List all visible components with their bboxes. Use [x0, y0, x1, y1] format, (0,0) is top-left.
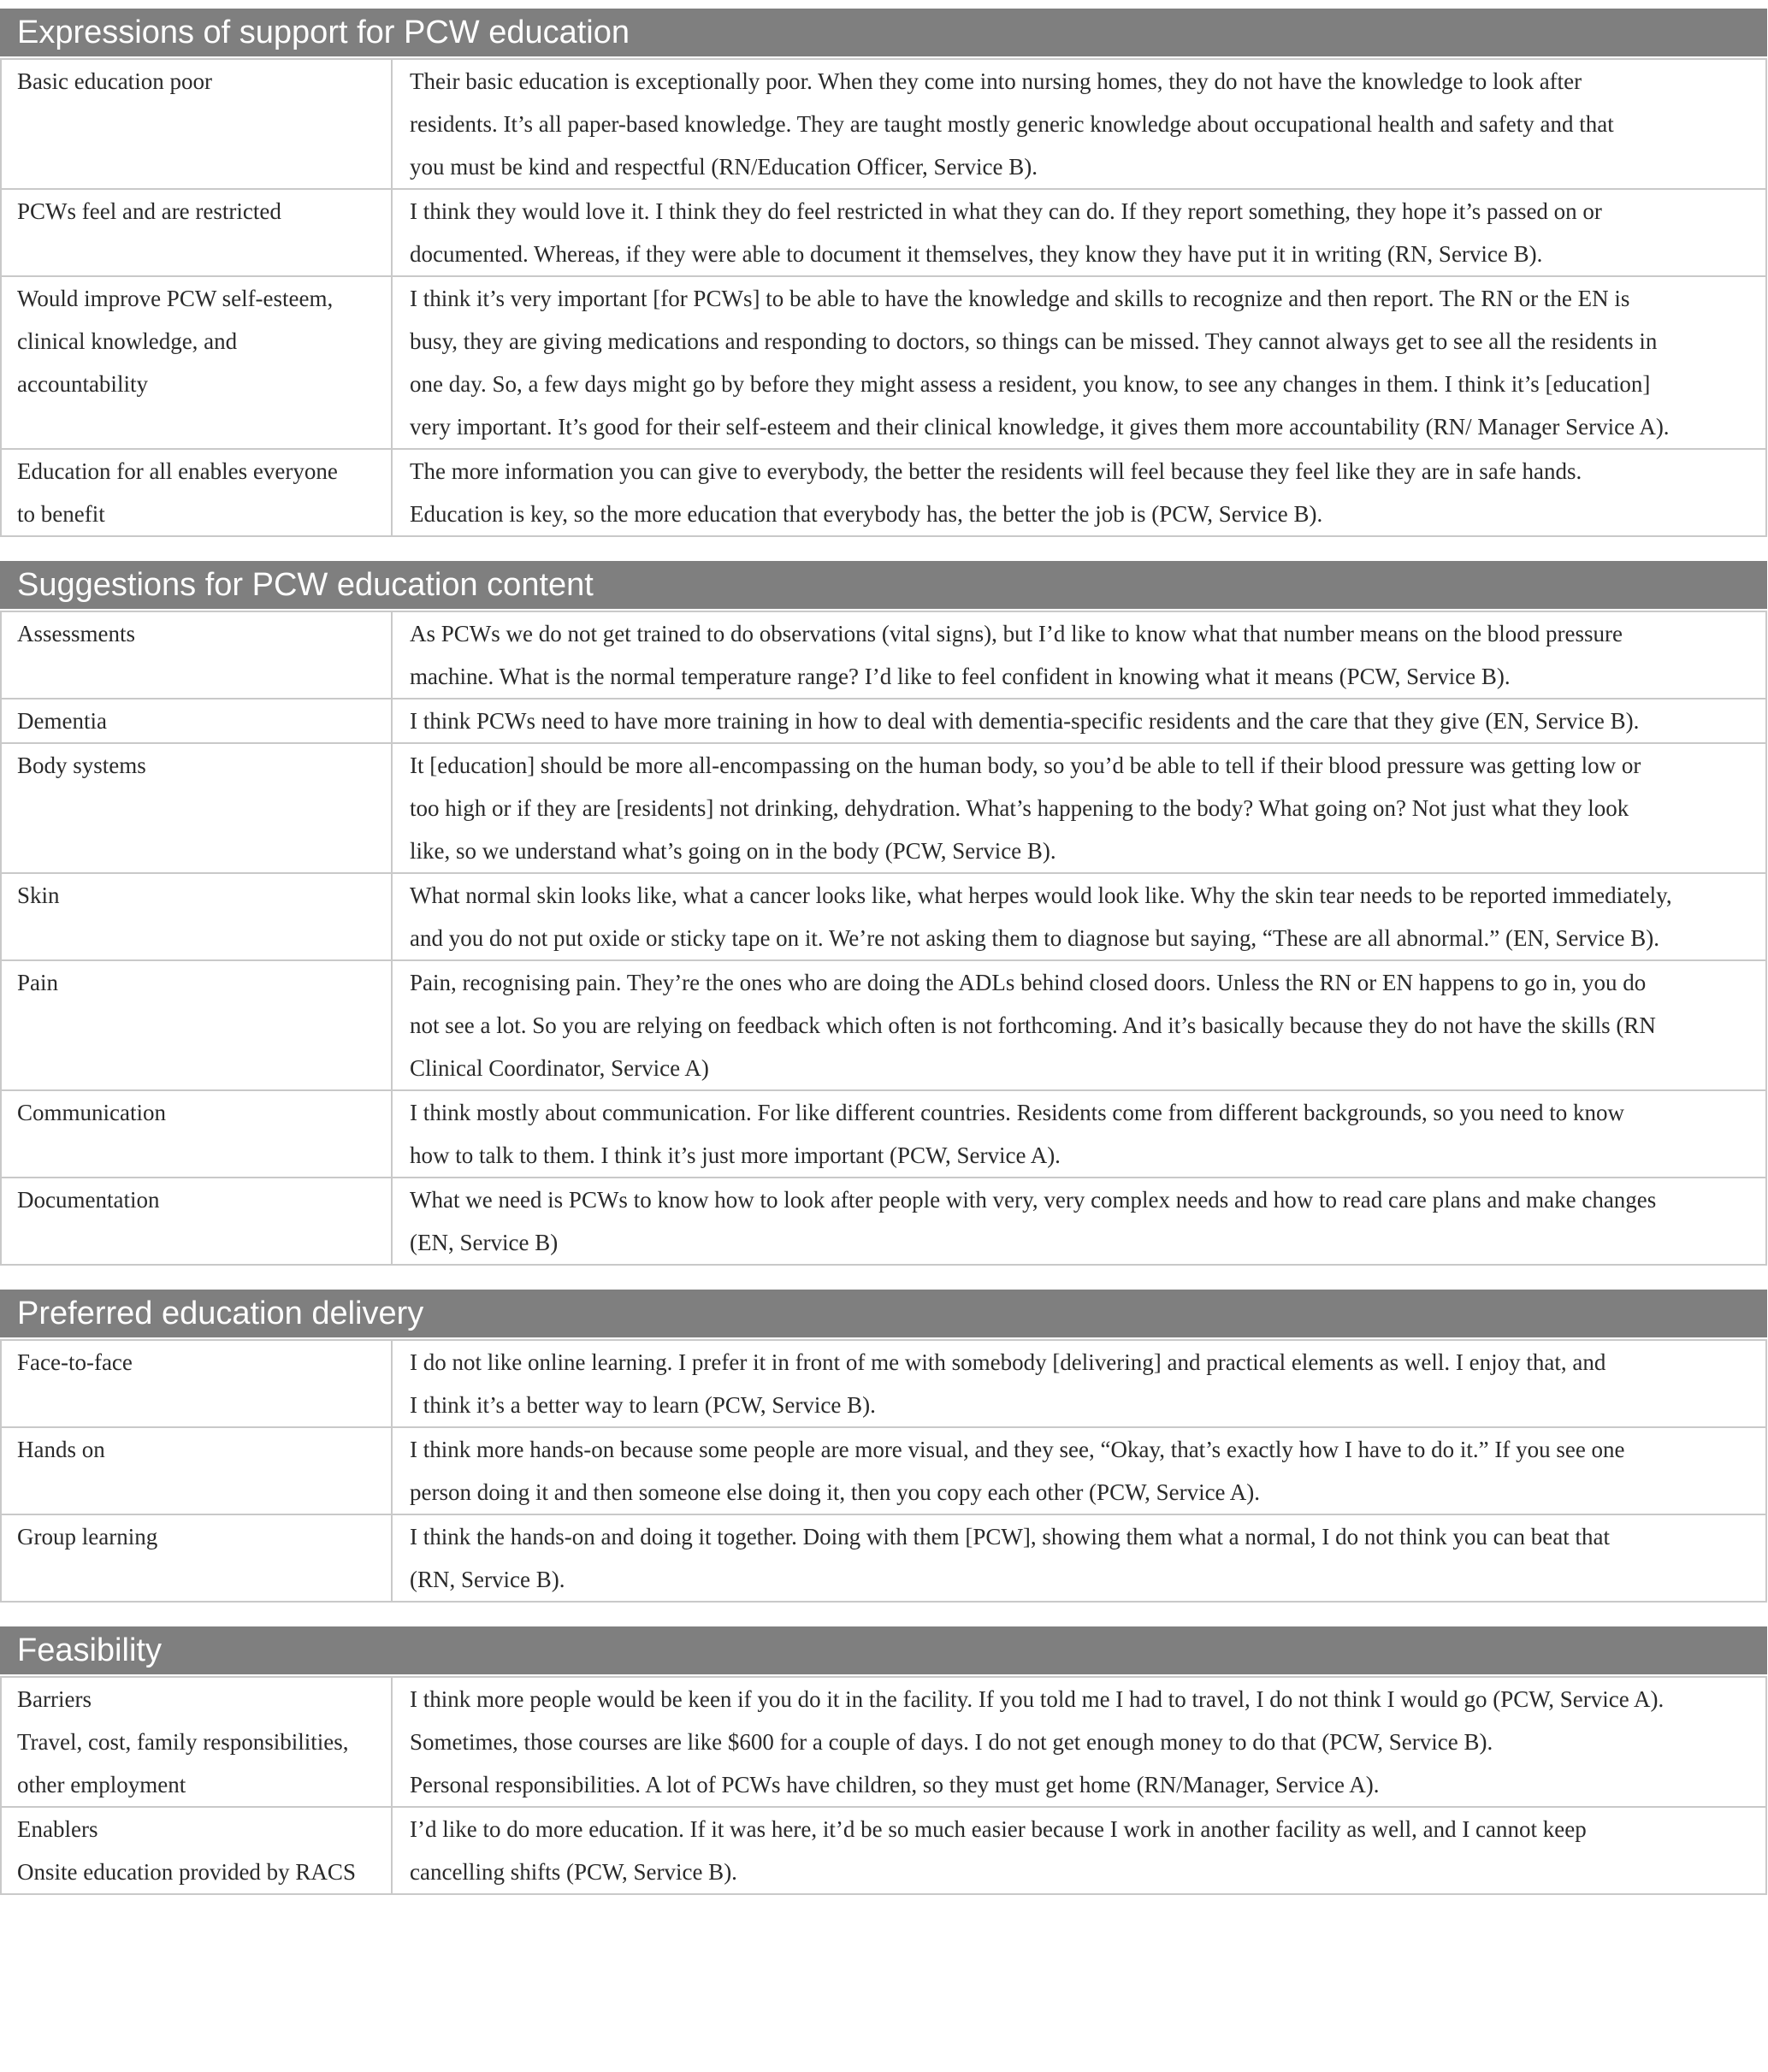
table-row — [1, 873, 1766, 960]
quote-text: I’d like to do more education. If it was here, it’d be so much easier because I work in another facility as well, and I cannot keep — [410, 1816, 1587, 1842]
theme-text: Skin — [17, 883, 60, 908]
theme-text: Face-to-face — [17, 1349, 133, 1375]
quote-text: I think mostly about communication. For like different countries. Residents come from different backgrounds, so you need to know — [410, 1100, 1624, 1125]
theme-text: Hands on — [17, 1437, 105, 1462]
section-table — [0, 611, 1767, 1266]
theme-cell — [1, 960, 392, 1090]
table-row — [1, 1090, 1766, 1178]
theme-text: to benefit — [17, 501, 105, 527]
table-row — [1, 1178, 1766, 1265]
theme-text: Group learning — [17, 1524, 158, 1550]
quote-text: machine. What is the normal temperature range? I’d like to feel confident in knowing what it means (PCW, Service B). — [410, 664, 1511, 689]
table-row — [1, 59, 1766, 189]
quote-text: how to talk to them. I think it’s just more important (PCW, Service A). — [410, 1142, 1061, 1168]
quote-text: I do not like online learning. I prefer it in front of me with somebody [delivering] and practical elements as well. I enjoy that, and — [410, 1349, 1606, 1375]
quote-text: I think PCWs need to have more training in how to deal with dementia-specific residents and the care that they give (EN, Service B). — [410, 708, 1640, 734]
theme-text: Pain — [17, 970, 59, 995]
theme-text: Education for all enables everyone — [17, 458, 338, 484]
theme-cell — [1, 1340, 392, 1427]
table-row — [1, 699, 1766, 743]
quote-text: residents. It’s all paper-based knowledge. They are taught mostly generic knowledge about occupational health and safety and that — [410, 111, 1614, 137]
quote-text: I think more people would be keen if you do it in the facility. If you told me I had to travel, I do not think I would go (PCW, Service A). — [410, 1686, 1665, 1712]
theme-text: Onsite education provided by RACS — [17, 1859, 356, 1885]
table-row — [1, 276, 1766, 449]
section-header: Expressions of support for PCW education — [0, 9, 1767, 56]
quote-cell — [392, 1807, 1766, 1894]
table-row — [1, 1807, 1766, 1894]
theme-cell — [1, 1807, 392, 1894]
quote-text: Pain, recognising pain. They’re the ones who are doing the ADLs behind closed doors. Unless the RN or EN happens to go in, you do — [410, 970, 1647, 995]
quote-text: cancelling shifts (PCW, Service B). — [410, 1859, 737, 1885]
theme-text: Enablers — [17, 1816, 98, 1842]
quote-text: The more information you can give to everybody, the better the residents will feel because they feel like they are in safe hands. — [410, 458, 1582, 484]
theme-text: Dementia — [17, 708, 107, 734]
quote-text: Clinical Coordinator, Service A) — [410, 1055, 709, 1081]
theme-cell — [1, 743, 392, 873]
quote-text: What we need is PCWs to know how to look after people with very, very complex needs and how to read care plans and make changes — [410, 1187, 1657, 1213]
quote-cell — [392, 1178, 1766, 1265]
theme-cell — [1, 1514, 392, 1602]
quote-cell — [392, 1427, 1766, 1514]
quote-cell — [392, 59, 1766, 189]
theme-text: Body systems — [17, 753, 146, 778]
theme-cell — [1, 1090, 392, 1178]
quote-cell — [392, 960, 1766, 1090]
table-row — [1, 449, 1766, 536]
quote-cell — [392, 873, 1766, 960]
quote-text: (RN, Service B). — [410, 1567, 565, 1592]
theme-cell — [1, 611, 392, 699]
theme-text: Travel, cost, family responsibilities, — [17, 1729, 349, 1755]
theme-cell — [1, 873, 392, 960]
table-row — [1, 1427, 1766, 1514]
theme-cell — [1, 59, 392, 189]
table-row — [1, 611, 1766, 699]
quote-cell — [392, 1340, 1766, 1427]
section-content-suggestions — [0, 561, 1767, 1266]
table-row — [1, 1677, 1766, 1807]
quote-text: It [education] should be more all-encompassing on the human body, so you’d be able to tell if their blood pressure was getting low or — [410, 753, 1641, 778]
quote-text: you must be kind and respectful (RN/Education Officer, Service B). — [410, 154, 1038, 180]
quote-cell — [392, 1514, 1766, 1602]
quote-cell — [392, 699, 1766, 743]
quote-text: I think more hands-on because some people are more visual, and they see, “Okay, that’s exactly how I have to do it.” If you see one — [410, 1437, 1625, 1462]
theme-text: Basic education poor — [17, 68, 212, 94]
table-row — [1, 960, 1766, 1090]
section-gap — [0, 1603, 1768, 1626]
quote-text: (EN, Service B) — [410, 1230, 559, 1255]
quote-text: documented. Whereas, if they were able to document it themselves, they know they have put it in writing (RN, Service B). — [410, 241, 1543, 267]
theme-cell — [1, 1677, 392, 1807]
quote-cell — [392, 743, 1766, 873]
theme-cell — [1, 189, 392, 276]
section-gap — [0, 1266, 1768, 1290]
table-row — [1, 189, 1766, 276]
section-table — [0, 1339, 1767, 1603]
quote-text: very important. It’s good for their self-esteem and their clinical knowledge, it gives them more accountability (RN/ Manager Service A). — [410, 414, 1670, 440]
quote-cell — [392, 276, 1766, 449]
section-table — [0, 1676, 1767, 1895]
quote-cell — [392, 1090, 1766, 1178]
quote-text: As PCWs we do not get trained to do observations (vital signs), but I’d like to know what that number means on the blood pressure — [410, 621, 1623, 646]
quote-text: Sometimes, those courses are like $600 for a couple of days. I do not get enough money to do that (PCW, Service B). — [410, 1729, 1493, 1755]
table-row — [1, 1340, 1766, 1427]
quote-text: not see a lot. So you are relying on feedback which often is not forthcoming. And it’s basically because they do not have the skills (RN — [410, 1012, 1656, 1038]
quote-text: too high or if they are [residents] not drinking, dehydration. What’s happening to the body? What going on? Not just what they look — [410, 795, 1629, 821]
quote-text: person doing it and then someone else doing it, then you copy each other (PCW, Service A). — [410, 1479, 1261, 1505]
section-feasibility — [0, 1626, 1767, 1895]
table-row — [1, 743, 1766, 873]
section-header: Suggestions for PCW education content — [0, 561, 1767, 609]
theme-cell — [1, 1427, 392, 1514]
theme-cell — [1, 1178, 392, 1265]
theme-cell — [1, 699, 392, 743]
theme-text: Documentation — [17, 1187, 160, 1213]
quote-text: I think the hands-on and doing it together. Doing with them [PCW], showing them what a normal, I do not think you can beat that — [410, 1524, 1611, 1550]
quote-text: busy, they are giving medications and responding to doctors, so things can be missed. They cannot always get to see all the residents in — [410, 328, 1658, 354]
theme-text: other employment — [17, 1772, 186, 1798]
theme-cell — [1, 449, 392, 536]
quote-cell — [392, 611, 1766, 699]
quote-text: Their basic education is exceptionally poor. When they come into nursing homes, they do not have the knowledge to look after — [410, 68, 1582, 94]
quote-text: What normal skin looks like, what a cancer looks like, what herpes would look like. Why the skin tear needs to be reported immediately, — [410, 883, 1672, 908]
theme-text: clinical knowledge, and — [17, 328, 238, 354]
section-support — [0, 9, 1767, 537]
section-header: Preferred education delivery — [0, 1290, 1767, 1337]
theme-text: Would improve PCW self-esteem, — [17, 286, 334, 311]
table-row — [1, 1514, 1766, 1602]
quote-cell — [392, 449, 1766, 536]
theme-text: accountability — [17, 371, 148, 397]
quote-text: I think it’s very important [for PCWs] to be able to have the knowledge and skills to recognize and then report. The RN or the EN is — [410, 286, 1630, 311]
quote-cell — [392, 1677, 1766, 1807]
section-gap — [0, 537, 1768, 561]
theme-text: Assessments — [17, 621, 136, 646]
section-table — [0, 58, 1767, 537]
quote-text: like, so we understand what’s going on in the body (PCW, Service B). — [410, 838, 1056, 864]
theme-text: Communication — [17, 1100, 166, 1125]
quote-text: Education is key, so the more education that everybody has, the better the job is (PCW, Service B). — [410, 501, 1323, 527]
section-header: Feasibility — [0, 1626, 1767, 1674]
quote-text: Personal responsibilities. A lot of PCWs have children, so they must get home (RN/Manager, Service A). — [410, 1772, 1380, 1798]
quote-text: I think it’s a better way to learn (PCW, Service B). — [410, 1392, 876, 1418]
theme-cell — [1, 276, 392, 449]
section-delivery — [0, 1290, 1767, 1603]
quote-text: one day. So, a few days might go by before they might assess a resident, you know, to see any changes in them. I think it’s [education] — [410, 371, 1651, 397]
theme-text: Barriers — [17, 1686, 92, 1712]
quote-text: and you do not put oxide or sticky tape on it. We’re not asking them to diagnose but saying, “These are all abnormal.” (EN, Service B). — [410, 925, 1659, 951]
theme-text: PCWs feel and are restricted — [17, 198, 281, 224]
quote-text: I think they would love it. I think they do feel restricted in what they can do. If they report something, they hope it’s passed on or — [410, 198, 1602, 224]
quote-cell — [392, 189, 1766, 276]
